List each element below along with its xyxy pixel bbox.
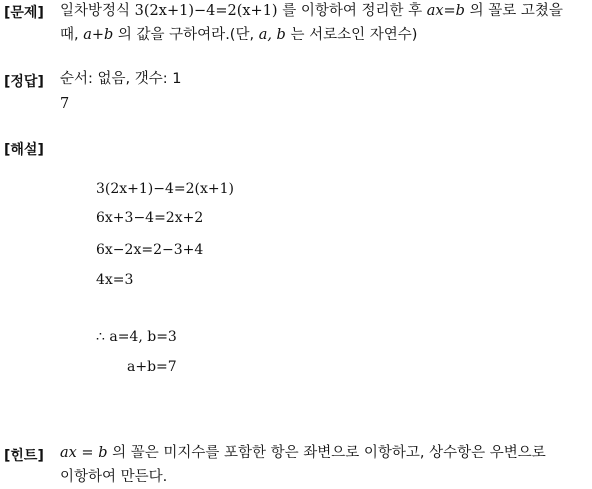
- solution-label: [해설]: [4, 142, 44, 158]
- problem-line-1: [60, 0, 563, 23]
- answer-label: [정답]: [4, 74, 44, 90]
- problem-text-2a: 때,: [60, 27, 84, 43]
- solution-step-6: a+b=7: [127, 359, 177, 375]
- hint-line-2: 이항하여 만든다.: [60, 469, 168, 485]
- problem-text-1a: 일차방정식: [60, 3, 135, 19]
- solution-step-1: 3(2x+1)−4=2(x+1): [96, 181, 235, 197]
- solution-step-4: 4x=3: [96, 272, 134, 288]
- hint-line-1: [60, 441, 546, 465]
- problem-line-2: [60, 23, 417, 47]
- problem-text-2b: 의 값을 구하여라.(단,: [113, 27, 259, 43]
- solution-step-5: ∴ a=4, b=3: [96, 329, 177, 345]
- problem-text-2c: 는 서로소인 자연수): [285, 27, 418, 43]
- problem-text-1b: 를 이항하여 정리한 후: [277, 3, 427, 19]
- problem-form: ax=b: [426, 3, 465, 19]
- hint-label: [힌트]: [4, 448, 44, 464]
- problem-sum: a+b: [83, 27, 114, 43]
- problem-text-1c: 의 꼴로 고쳤을: [464, 3, 563, 19]
- hint-form: ax = b: [60, 445, 108, 461]
- problem-vars: a, b: [258, 27, 286, 43]
- answer-line: 순서: 없음, 갯수: 1: [60, 71, 182, 87]
- solution-step-3: 6x−2x=2−3+4: [96, 242, 204, 258]
- problem-label: [문제]: [4, 5, 44, 21]
- answer-value: 7: [60, 96, 70, 112]
- solution-step-2: 6x+3−4=2x+2: [96, 210, 204, 226]
- hint-text-1: 의 꼴은 미지수를 포함한 항은 좌변으로 이항하고, 상수항은 우변으로: [107, 445, 546, 461]
- problem-equation: 3(2x+1)−4=2(x+1): [134, 3, 278, 19]
